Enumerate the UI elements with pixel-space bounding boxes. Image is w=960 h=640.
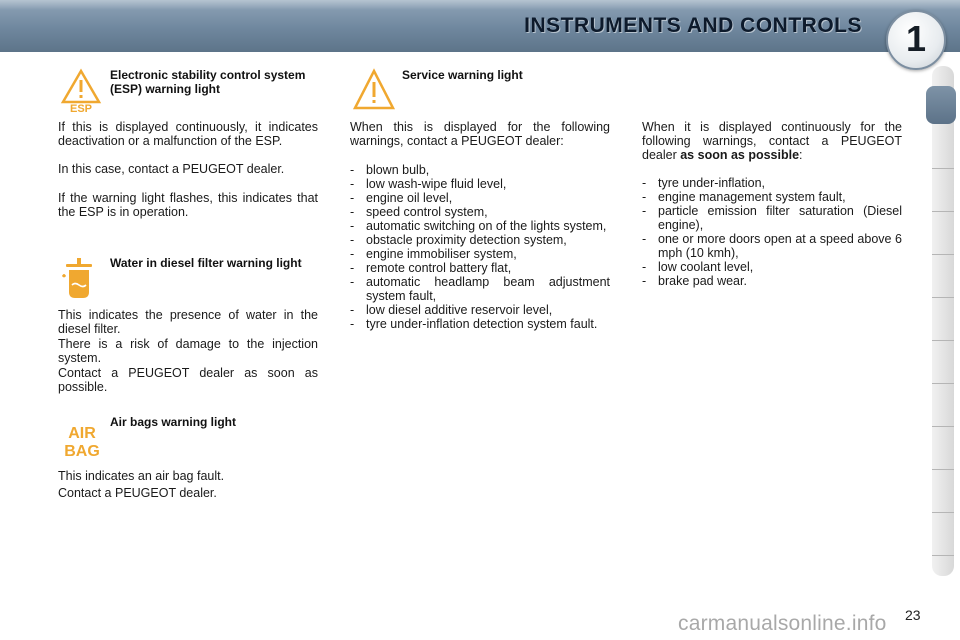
thumb-tab-divider (932, 426, 954, 427)
thumb-tab-active (926, 86, 956, 124)
list-item: - engine management system fault, (642, 190, 902, 204)
thumb-tab-divider (932, 383, 954, 384)
esp-warning-icon (60, 68, 102, 112)
page-number: 23 (905, 607, 921, 623)
list-item: - one or more doors open at a speed above 6 mph (10 kmh), (642, 232, 902, 260)
list-item: - engine oil level, (350, 191, 610, 205)
list-item: - speed control system, (350, 205, 610, 219)
airbag-paragraph: This indicates an air bag fault. (58, 469, 225, 483)
list-item: - low wash-wipe fluid level, (350, 177, 610, 191)
list-item: - low coolant level, (642, 260, 902, 274)
list-item: - obstacle proximity detection system, (350, 233, 610, 247)
water-in-diesel-icon (60, 258, 98, 300)
list-item: - remote control battery flat, (350, 261, 610, 275)
list-item: - blown bulb, (350, 163, 610, 177)
airbag-paragraph: Contact a PEUGEOT dealer. (58, 486, 217, 500)
list-item: - particle emission filter saturation (Diesel engine), (642, 204, 902, 232)
chapter-header (0, 0, 960, 52)
water-heading: Water in diesel filter warning light (110, 256, 302, 270)
airbag-warning-icon (62, 422, 102, 458)
watermark: carmanualsonline.info (678, 612, 887, 635)
chapter-title: INSTRUMENTS AND CONTROLS (524, 14, 862, 37)
thumb-tab-divider (932, 340, 954, 341)
list-item: - automatic headlamp beam adjustment system fault, (350, 275, 610, 303)
esp-paragraph: In this case, contact a PEUGEOT dealer. (58, 162, 285, 176)
chapter-number: 1 (905, 18, 927, 59)
continuous-intro-text: When it is displayed continuously for the following warnings, contact a PEUGEOT dealer (642, 120, 902, 162)
airbag-icon-label: AIR (68, 425, 96, 442)
thumb-tab-divider (932, 555, 954, 556)
continuous-intro-end: : (799, 148, 803, 162)
header-shine (0, 0, 960, 10)
esp-heading: Electronic stability control system (ESP) warning light (110, 68, 306, 96)
continuous-warning-list (642, 176, 902, 288)
thumb-tab-divider (932, 254, 954, 255)
thumb-tab-divider (932, 168, 954, 169)
list-item: - engine immobiliser system, (350, 247, 610, 261)
chapter-thumb-tabs (926, 66, 960, 576)
airbag-icon-label: BAG (64, 443, 100, 458)
service-heading: Service warning light (402, 68, 523, 82)
esp-icon-label: ESP (69, 103, 93, 112)
water-paragraph: Contact a PEUGEOT dealer as soon as possible. (58, 366, 318, 394)
service-warning-icon (352, 68, 396, 112)
service-intro: When this is displayed for the following warnings, contact a PEUGEOT dealer: (350, 120, 610, 148)
airbag-heading: Air bags warning light (110, 415, 237, 429)
list-item: - brake pad wear. (642, 274, 902, 288)
list-item: - automatic switching on of the lights system, (350, 219, 610, 233)
service-warning-list (350, 163, 610, 331)
thumb-tab-divider (932, 469, 954, 470)
list-item: - tyre under-inflation, (642, 176, 902, 190)
continuous-intro-emphasis: as soon as possible (680, 148, 800, 162)
water-paragraph: There is a risk of damage to the injection system. (58, 337, 318, 365)
thumb-tab-divider (932, 297, 954, 298)
list-item: - low diesel additive reservoir level, (350, 303, 610, 317)
continuous-intro (642, 120, 902, 162)
water-paragraph: This indicates the presence of water in the diesel filter. (58, 308, 318, 336)
list-item: - tyre under-inflation detection system fault. (350, 317, 610, 331)
thumb-tab-divider (932, 211, 954, 212)
chapter-badge (886, 10, 946, 70)
thumb-tab-divider (932, 512, 954, 513)
esp-paragraph: If this is displayed continuously, it indicates deactivation or a malfunction of the ESP. (58, 120, 318, 148)
thumb-tab-strip (932, 66, 954, 576)
esp-paragraph: If the warning light flashes, this indicates that the ESP is in operation. (58, 191, 318, 219)
